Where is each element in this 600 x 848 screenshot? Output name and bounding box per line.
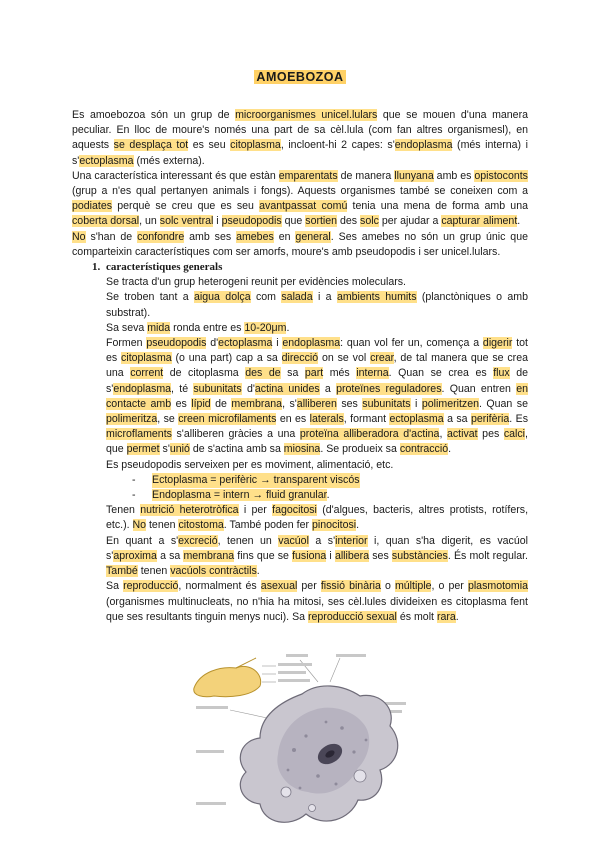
section-1-content-cont xyxy=(106,503,528,625)
feature-size: Sa seva mida ronda entre es 10-20μm. xyxy=(106,321,290,334)
feature-reproduction: Sa reproducció, normalment és asexual per fissió binària o múltiple, o per plasmotomia (organismes multinucleats, no n'hia ha mitosi, ses cèl.lules divideixen es citoplasma fent que ses resultants tinguin menys nuci). Sa reproducció sexual és molt rara. xyxy=(106,580,528,623)
section-1-content xyxy=(106,275,528,473)
feature-pseudopods: Formen pseudopodis d'ectoplasma i endoplasma: quan vol fer un, comença a digerir tot es citoplasma (o una part) cap a sa direcció on se vol crear, de tal manera que se crea una corrent de citoplasma des de sa part més interna. Quan se crea es flux de s'endoplasma, té subunitats d'actina unides a proteïnes reguladores. Quan entren en contacte amb es lípid de membrana, s'alliberen ses subunitats i polimeritzen. Quan se polimeritza, se creen microfilaments en es laterals, formant ectoplasma a sa perifèria. Es microflaments s'alliberen gràcies a una proteïna alliberadora d'actina, activat pes calci, que permet s'unió de s'actina amb sa miosina. Se produeix sa contracció. xyxy=(106,337,529,456)
intro-paragraph-3: No s'han de confondre amb ses amebes en general. Ses amebes no són un grup únic que comparteixin característiques com ser amorfs, moure's amb pseudopodis i ser unicel.lulars. xyxy=(72,230,528,258)
feature-habitat: Se troben tant a aigua dolça com salada i a ambients humits (planctòniques o amb substrat). xyxy=(106,291,528,319)
amoeba-drawing xyxy=(190,652,412,848)
section-1-heading: 1. característiques generals xyxy=(92,261,223,274)
plasma-list xyxy=(132,473,528,503)
list-item: - Endoplasma = intern → fluid granular. xyxy=(132,489,330,502)
intro-paragraph-1: Es amoebozoa són un grup de microorganismes unicel.lulars que se mouen d'una manera peculiar. En lloc de moure's només una part de sa cèl.lula (com fan altres organismesl), en aquests se desplaça tot es seu citoplasma, incloent-hi 2 capes: s'endoplasma (més interna) i s'ectoplasma (més externa). xyxy=(72,109,528,167)
feature-pseudopod-uses: Es pseudopodis serveixen per es moviment, alimentació, etc. xyxy=(106,458,394,471)
amoeba-illustration xyxy=(190,652,412,848)
feature-heterogeneous: Se tracta d'un grup heterogeni reunit per evidències moleculars. xyxy=(106,276,406,289)
feature-nutrition: Tenen nutrició heterotròfica i per fagocitosi (d'algues, bacteris, altres protists, rotífers, etc.). No tenen citostoma. També poden fer pinocitosi. xyxy=(106,504,529,532)
list-item: - Ectoplasma = perifèric → transparent viscós xyxy=(132,473,528,488)
feature-excretion: En quant a s'excreció, tenen un vacúol a s'interior i, quan s'ha digerit, es vacúol s'aproxima a sa membrana fins que se fusiona i allibera ses substàncies. És molt regular. També tenen vacúols contràctils. xyxy=(106,534,528,578)
document-body xyxy=(72,108,528,625)
intro-paragraph-2: Una característica interessant és que estàn emparentats de manera llunyana amb es opistoconts (grup a n'es qual pertanyen animals i fongs). Aquests organismes també se coneixen com a podiates perquè se creu que es seu avantpassat comú tenia una mena de forma amb una coberta dorsal, un solc ventral i pseudopodis que sortien des solc per ajudar a capturar aliment. xyxy=(72,169,528,228)
page-title: AMOEBOZOA xyxy=(256,70,344,84)
